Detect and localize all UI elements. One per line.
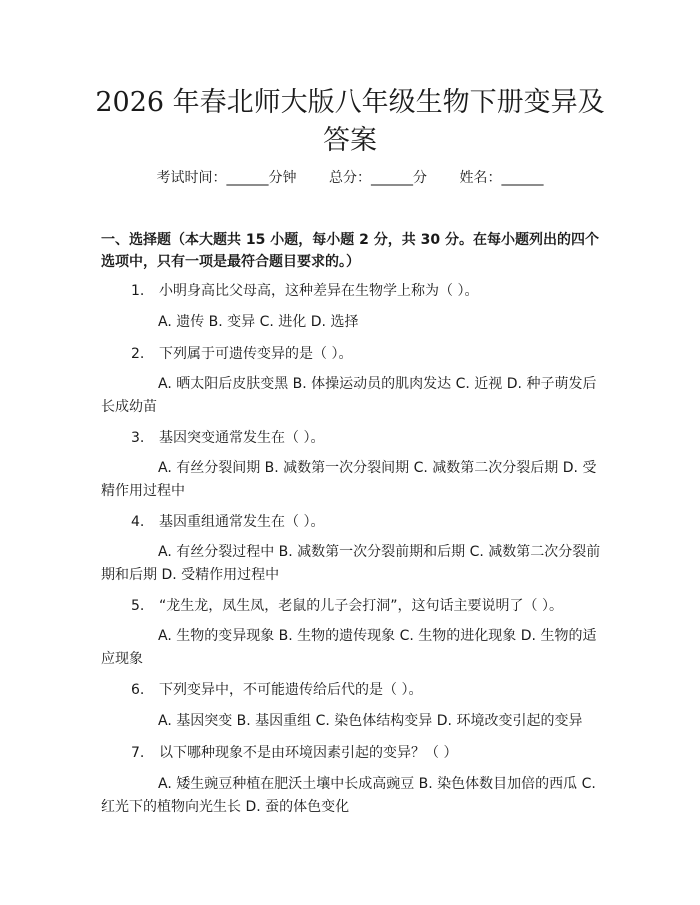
question-6-options: A. 基因突变 B. 基因重组 C. 染色体结构变异 D. 环境改变引起的变异 (158, 713, 583, 729)
question-7 (101, 742, 601, 764)
total-score-label: 总分：______分 (329, 170, 427, 186)
question-number: 6. (131, 682, 145, 698)
question-1-options: A. 遗传 B. 变异 C. 进化 D. 选择 (158, 314, 359, 330)
exam-info (0, 168, 700, 188)
student-name-label: 姓名：______ (459, 170, 544, 186)
question-3-options: A. 有丝分裂间期 B. 减数第一次分裂间期 C. 减数第二次分裂后期 D. 受精作用过程中 (101, 460, 597, 499)
question-4-options: A. 有丝分裂过程中 B. 减数第一次分裂前期和后期 C. 减数第二次分裂前期和后期 D. 受精作用过程中 (101, 544, 601, 583)
question-number: 2. (131, 346, 145, 362)
question-6 (101, 679, 601, 701)
question-5 (101, 595, 601, 617)
question-number: 7. (131, 745, 145, 761)
question-4 (101, 511, 601, 533)
document-title: 2026 年春北师大版八年级生物下册变异及答案 (95, 87, 605, 156)
question-text: 下列属于可遗传变异的是（ ）。 (159, 346, 353, 362)
question-1 (101, 280, 601, 302)
question-number: 3. (131, 430, 145, 446)
question-2-options: A. 晒太阳后皮肤变黑 B. 体操运动员的肌肉发达 C. 近视 D. 种子萌发后长成幼苗 (101, 376, 597, 415)
question-text: 以下哪种现象不是由环境因素引起的变异？（ ） (159, 745, 458, 761)
question-text: 基因重组通常发生在（ ）。 (159, 514, 325, 530)
question-3 (101, 427, 601, 449)
question-text: 下列变异中，不可能遗传给后代的是（ ）。 (159, 682, 423, 698)
question-number: 4. (131, 514, 145, 530)
question-2 (101, 343, 601, 365)
question-text: 基因突变通常发生在（ ）。 (159, 430, 325, 446)
question-text: 小明身高比父母高，这种差异在生物学上称为（ ）。 (159, 283, 479, 299)
question-text: “龙生龙，凤生凤，老鼠的儿子会打洞”，这句话主要说明了（ ）。 (159, 598, 563, 614)
question-5-options: A. 生物的变异现象 B. 生物的遗传现象 C. 生物的进化现象 D. 生物的适应现象 (101, 628, 597, 667)
exam-time-label: 考试时间：______分钟 (156, 170, 297, 186)
section-heading: 一、选择题（本大题共 15 小题，每小题 2 分，共 30 分。在每小题列出的四个选项中，只有一项是最符合题目要求的。） (101, 232, 599, 270)
question-number: 1. (131, 283, 145, 299)
question-number: 5. (131, 598, 145, 614)
question-7-options: A. 矮生豌豆种植在肥沃土壤中长成高豌豆 B. 染色体数目加倍的西瓜 C. 红光下的植物向光生长 D. 蚕的体色变化 (101, 776, 596, 815)
